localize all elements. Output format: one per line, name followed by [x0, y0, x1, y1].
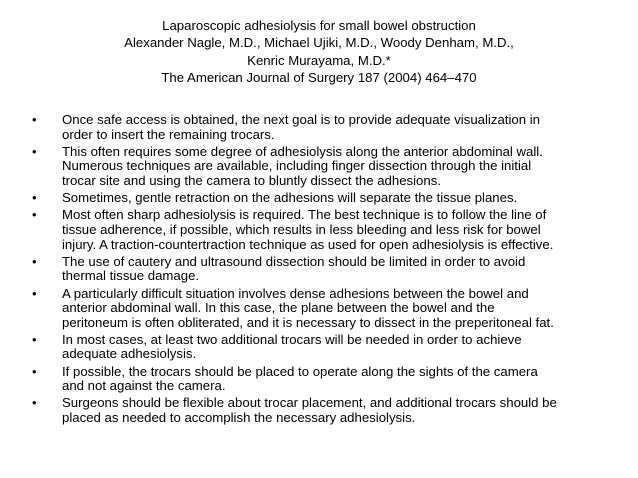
- bullet-text-line: In most cases, at least two additional trocars will be needed in order to achieve: [62, 331, 522, 347]
- bullet-marker: •: [32, 143, 37, 159]
- bullet-list: [0, 113, 638, 428]
- bullet-text-line: injury. A traction-countertraction technique as used for open adhesiolysis is effective.: [62, 236, 554, 252]
- bullet-marker: •: [32, 253, 37, 269]
- bullet-text-line: Surgeons should be flexible about trocar placement, and additional trocars should be: [62, 395, 557, 411]
- bullet-text-line: peritoneum is often obliterated, and it is necessary to dissect in the preperitoneal fat.: [62, 314, 554, 330]
- bullet-item: [0, 287, 638, 331]
- bullet-text-line: Sometimes, gentle retraction on the adhesions will separate the tissue planes.: [62, 190, 518, 206]
- bullet-marker: •: [32, 285, 37, 301]
- bullet-marker: •: [32, 190, 37, 206]
- bullet-text-line: Most often sharp adhesiolysis is required. The best technique is to follow the line of: [62, 207, 547, 223]
- bullet-text-line: tissue adherence, if possible, which results in less bleeding and less risk for bowel: [62, 221, 541, 237]
- bullet-item: [0, 333, 638, 362]
- bullet-item: [0, 208, 638, 252]
- citation-header: [0, 17, 638, 87]
- bullet-text-line: adequate adhesiolysis.: [62, 346, 197, 362]
- bullet-text-line: placed as needed to accomplish the necessary adhesiolysis.: [62, 410, 416, 426]
- bullet-text-line: Numerous techniques are available, including finger dissection through the initial: [62, 158, 532, 174]
- bullet-item: [0, 396, 638, 425]
- bullet-marker: •: [32, 207, 37, 223]
- bullet-item: [0, 191, 638, 206]
- bullet-marker: •: [32, 112, 37, 127]
- bullet-item: [0, 255, 638, 284]
- bullet-marker: •: [32, 363, 37, 379]
- bullet-text-line: order to insert the remaining trocars.: [62, 126, 275, 142]
- bullet-text-line: If possible, the trocars should be placed to operate along the sights of the camera: [62, 363, 538, 379]
- bullet-text-line: Once safe access is obtained, the next goal is to provide adequate visualization in: [62, 112, 540, 127]
- authors-line-2: Kenric Murayama, M.D.*: [247, 52, 391, 68]
- journal-citation: The American Journal of Surgery 187 (2004) 464–470: [161, 70, 477, 86]
- bullet-item: [0, 145, 638, 189]
- bullet-text-line: The use of cautery and ultrasound dissection should be limited in order to avoid: [62, 253, 526, 269]
- bullet-text-line: anterior abdominal wall. In this case, the plane between the bowel and the: [62, 300, 495, 316]
- bullet-text-line: thermal tissue damage.: [62, 268, 200, 284]
- bullet-marker: •: [32, 331, 37, 347]
- bullet-item: [0, 365, 638, 394]
- bullet-text-line: A particularly difficult situation involves dense adhesions between the bowel and: [62, 285, 529, 301]
- bullet-text-line: This often requires some degree of adhesiolysis along the anterior abdominal wall.: [62, 143, 543, 159]
- authors-line-1: Alexander Nagle, M.D., Michael Ujiki, M.D., Woody Denham, M.D.,: [124, 35, 514, 51]
- bullet-item: [0, 113, 638, 142]
- bullet-text-line: trocar site and using the camera to bluntly dissect the adhesions.: [62, 172, 441, 188]
- bullet-marker: •: [32, 395, 37, 411]
- article-title: Laparoscopic adhesiolysis for small bowel obstruction: [162, 18, 476, 33]
- bullet-text-line: and not against the camera.: [62, 378, 226, 394]
